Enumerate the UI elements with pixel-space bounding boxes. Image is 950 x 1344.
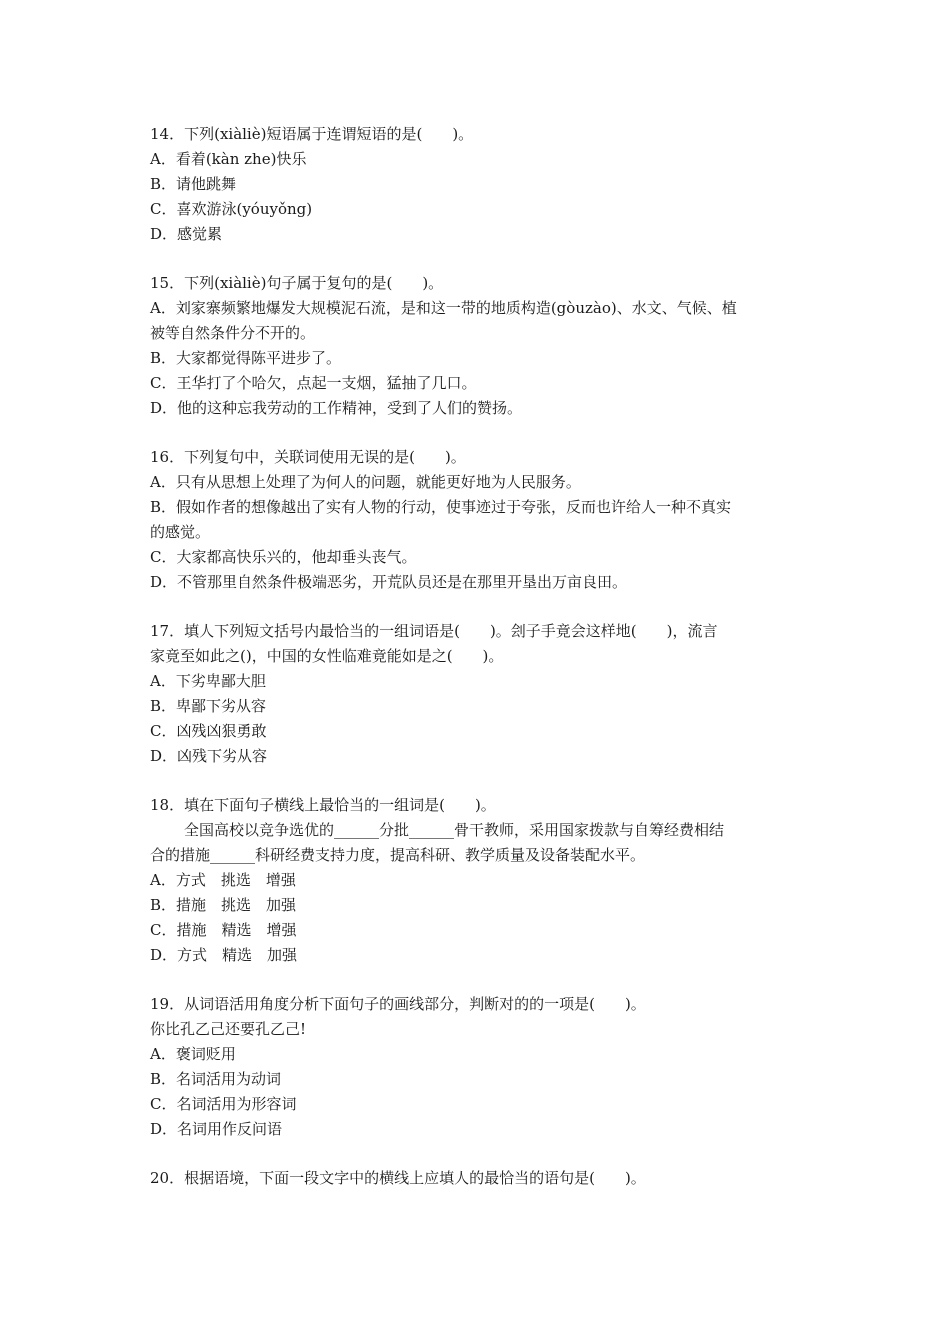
option-b: B．卑鄙下劣从容 (150, 697, 267, 715)
option-c: C．大家都高快乐兴的，他却垂头丧气。 (150, 548, 417, 566)
question-stem-continued: 家竟至如此之()，中国的女性临难竟能如是之( )。 (150, 647, 504, 665)
option-a: A．看着(kàn zhe)快乐 (150, 150, 307, 168)
option-c: C．王华打了个哈欠，点起一支烟，猛抽了几口。 (150, 374, 477, 392)
question-14 (150, 122, 810, 247)
question-stem: 16．下列复句中，关联词使用无误的是( )。 (150, 448, 466, 466)
question-stem: 20．根据语境，下面一段文字中的横线上应填人的最恰当的语句是( )。 (150, 1169, 646, 1187)
option-c: C．凶残凶狠勇敢 (150, 722, 267, 740)
option-b-continued: 的感觉。 (150, 523, 211, 541)
question-stem: 15．下列(xiàliè)句子属于复句的是( )。 (150, 274, 444, 292)
option-d: D．名词用作反问语 (150, 1120, 283, 1138)
question-stem: 19．从词语活用角度分析下面句子的画线部分，判断对的的一项是( )。 (150, 995, 646, 1013)
option-d: D．他的这种忘我劳动的工作精神，受到了人们的赞扬。 (150, 399, 523, 417)
option-d: D．感觉累 (150, 225, 223, 243)
option-a-continued: 被等自然条件分不开的。 (150, 324, 316, 342)
option-c: C．喜欢游泳(yóuyǒng) (150, 200, 313, 218)
passage-line-2: 合的措施______科研经费支持力度，提高科研、教学质量及设备装配水平。 (150, 846, 646, 864)
option-b: B．假如作者的想像越出了实有人物的行动，使事迹过于夸张，反而也许给人一种不真实 (150, 498, 732, 516)
question-15 (150, 271, 810, 421)
question-18 (150, 793, 810, 968)
option-a: A．刘家寨频繁地爆发大规模泥石流，是和这一带的地质构造(gòuzào)、水文、气候、植 (150, 299, 737, 317)
question-17 (150, 619, 810, 769)
example-sentence: 你比孔乙己还要孔乙己! (150, 1020, 307, 1038)
option-b: B．措施 挑选 加强 (150, 896, 297, 914)
option-a: A．褒词贬用 (150, 1045, 236, 1063)
question-19 (150, 992, 810, 1142)
option-b: B．名词活用为动词 (150, 1070, 282, 1088)
question-stem: 18．填在下面句子横线上最恰当的一组词是( )。 (150, 796, 496, 814)
question-16 (150, 445, 810, 595)
option-c: C．名词活用为形容词 (150, 1095, 297, 1113)
option-a: A．只有从思想上处理了为何人的问题，就能更好地为人民服务。 (150, 473, 581, 491)
option-a: A．下劣卑鄙大胆 (150, 672, 266, 690)
option-b: B．请他跳舞 (150, 175, 237, 193)
question-stem: 14．下列(xiàliè)短语属于连谓短语的是( )。 (150, 125, 474, 143)
passage-line-1: 全国高校以竞争选优的______分批______骨干教师，采用国家拨款与自筹经费相结 (184, 821, 725, 839)
question-list (150, 122, 810, 1215)
option-d: D．凶残下劣从容 (150, 747, 268, 765)
question-20 (150, 1166, 810, 1191)
option-d: D．不管那里自然条件极端恶劣，开荒队员还是在那里开垦出万亩良田。 (150, 573, 628, 591)
option-c: C．措施 精选 增强 (150, 921, 297, 939)
option-b: B．大家都觉得陈平进步了。 (150, 349, 342, 367)
question-stem: 17．填人下列短文括号内最恰当的一组词语是( )。刽子手竟会这样地( )，流言 (150, 622, 718, 640)
option-d: D．方式 精选 加强 (150, 946, 298, 964)
option-a: A．方式 挑选 增强 (150, 871, 296, 889)
